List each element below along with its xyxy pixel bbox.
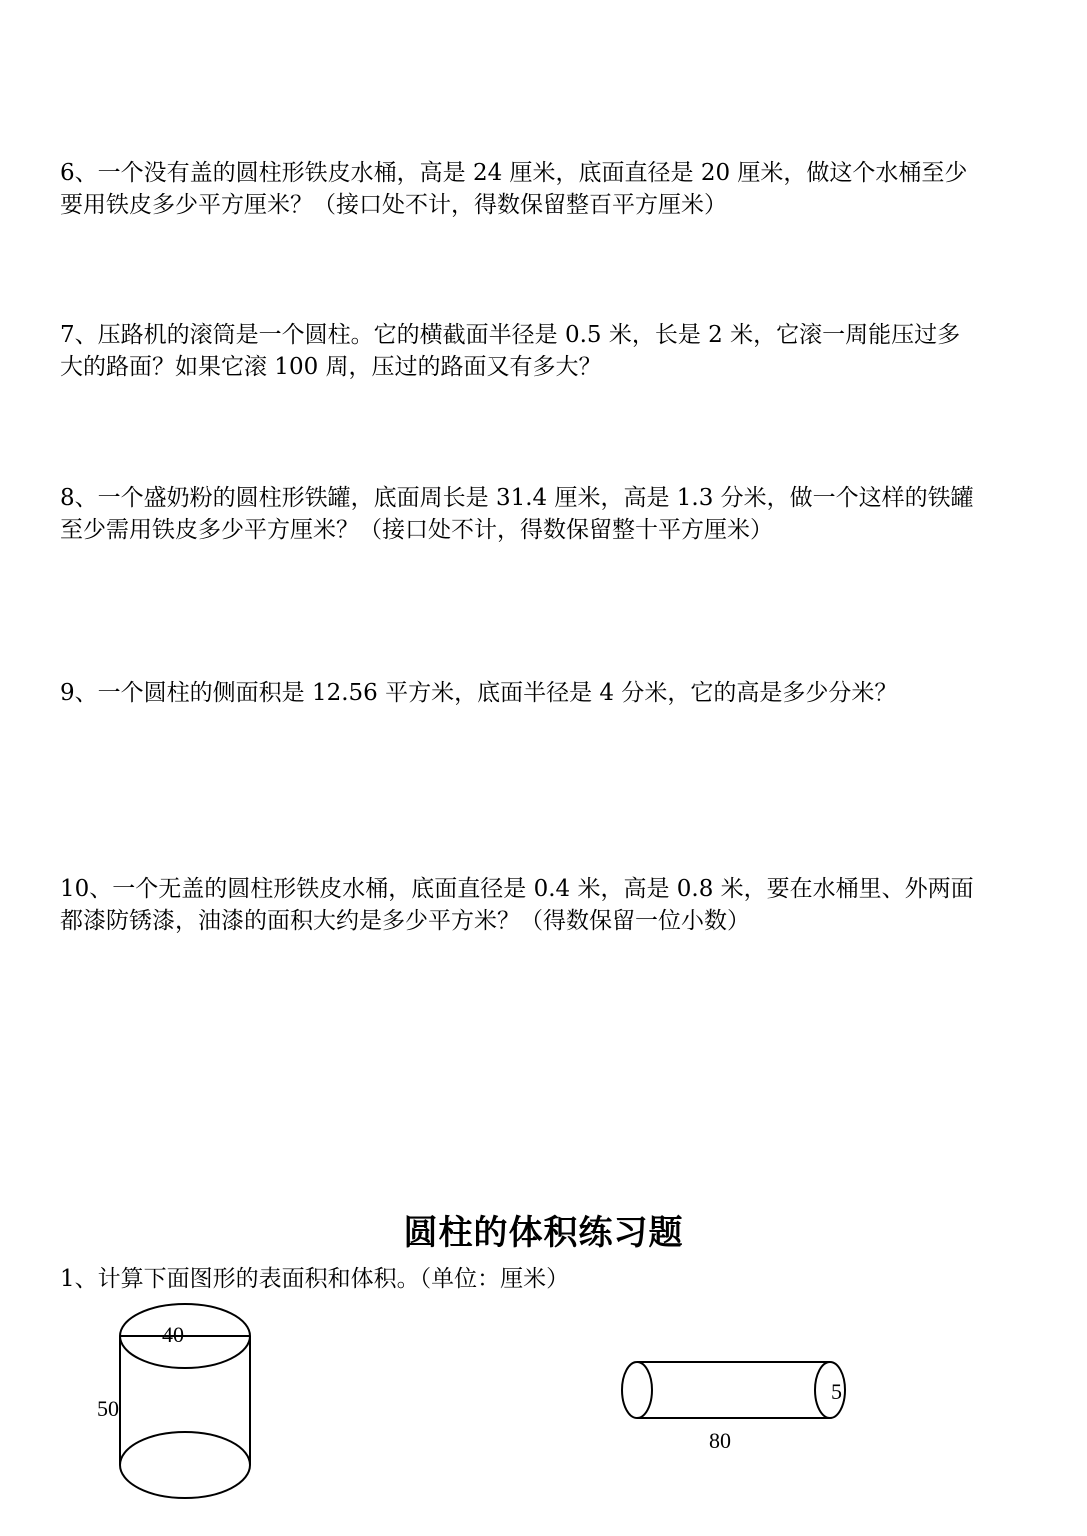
question-8 xyxy=(60,482,1035,546)
question-8-line-1: 8、一个盛奶粉的圆柱形铁罐，底面周长是 31.4 厘米，高是 1.3 分米，做一个这样的铁罐 xyxy=(60,485,974,511)
question-8-line-2: 至少需用铁皮多少平方厘米？（接口处不计，得数保留整十平方厘米） xyxy=(60,517,773,543)
question-6-line-1: 6、一个没有盖的圆柱形铁皮水桶，高是 24 厘米，底面直径是 20 厘米，做这个水桶至少 xyxy=(60,160,968,186)
question-7 xyxy=(60,319,1035,383)
question-10-line-2: 都漆防锈漆，油漆的面积大约是多少平方米？（得数保留一位小数） xyxy=(60,908,750,934)
question-6-line-2: 要用铁皮多少平方厘米？（接口处不计，得数保留整百平方厘米） xyxy=(60,192,727,218)
upright-cylinder-figure xyxy=(90,1300,270,1505)
exercise-1-prompt: 1、计算下面图形的表面积和体积。（单位：厘米） xyxy=(60,1266,570,1292)
cylinder-height-label: 50 xyxy=(97,1396,119,1421)
horizontal-cylinder-left-ellipse xyxy=(622,1362,652,1418)
question-6 xyxy=(60,157,1035,221)
section-title: 圆柱的体积练习题 xyxy=(403,1213,684,1253)
question-7-line-1: 7、压路机的滚筒是一个圆柱。它的横截面半径是 0.5 米，长是 2 米，它滚一周能压过多 xyxy=(60,322,961,348)
question-10-line-1: 10、一个无盖的圆柱形铁皮水桶，底面直径是 0.4 米，高是 0.8 米，要在水桶里、外两面 xyxy=(60,876,974,902)
question-7-line-2: 大的路面？如果它滚 100 周，压过的路面又有多大？ xyxy=(60,354,602,380)
horizontal-cylinder-diameter-label: 5 xyxy=(831,1379,842,1404)
horizontal-cylinder-figure xyxy=(615,1355,855,1455)
question-10 xyxy=(60,873,1035,937)
cylinder-diameter-label: 40 xyxy=(162,1322,184,1347)
question-9-line-1: 9、一个圆柱的侧面积是 12.56 平方米，底面半径是 4 分米，它的高是多少分米？ xyxy=(60,680,898,706)
horizontal-cylinder-length-label: 80 xyxy=(709,1428,731,1453)
cylinder-bottom-ellipse xyxy=(120,1432,250,1498)
question-9 xyxy=(60,677,1035,709)
